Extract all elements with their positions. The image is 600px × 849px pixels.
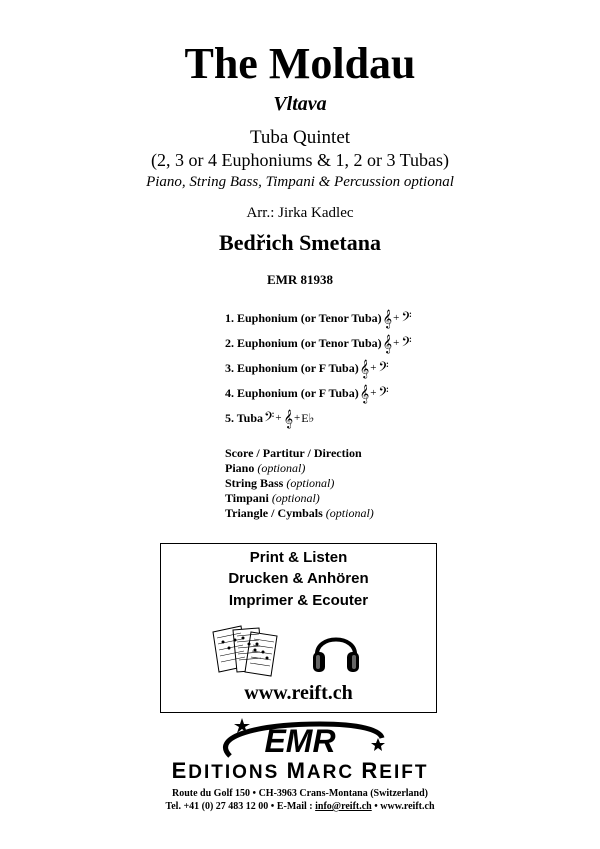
extra-part — [225, 461, 525, 476]
page-title: The Moldau — [184, 39, 416, 88]
additional-parts — [225, 446, 525, 521]
extra-part-note: (optional) — [257, 461, 306, 475]
sheet-music-icon — [211, 622, 283, 678]
publisher-name: EDITIONS MARC REIFT — [171, 758, 429, 783]
subtitle: Vltava — [273, 93, 327, 115]
contact-email[interactable]: info@reift.ch — [315, 801, 372, 812]
plus-icon: + — [393, 312, 400, 324]
treble-clef-icon: 𝄞 — [382, 334, 393, 353]
treble-clef-icon: 𝄞 — [283, 409, 294, 428]
plus-icon: + — [275, 412, 282, 424]
score-label: Score / Partitur / Direction — [225, 446, 362, 460]
extra-part-note: (optional) — [271, 491, 320, 505]
emr-logo — [150, 716, 450, 762]
bass-clef-icon: 𝄢 — [264, 409, 275, 428]
plus-icon: + — [294, 412, 301, 424]
extra-part-note: (optional) — [325, 506, 374, 520]
part-label: 2. Euphonium (or Tenor Tuba) — [225, 336, 382, 350]
bass-clef-icon: 𝄢 — [401, 334, 412, 353]
headphones-icon — [311, 624, 361, 676]
part-label: 1. Euphonium (or Tenor Tuba) — [225, 311, 382, 325]
print-listen-box — [160, 543, 437, 713]
website-link[interactable]: www.reift.ch — [244, 682, 353, 704]
instrumentation: Tuba Quintet — [249, 127, 351, 148]
parts-list — [225, 306, 525, 431]
print-listen-en: Print & Listen — [249, 549, 348, 566]
extra-part — [225, 491, 525, 506]
bass-clef-icon: 𝄢 — [378, 359, 389, 378]
part-label: 4. Euphonium (or F Tuba) — [225, 386, 359, 400]
part-label: 3. Euphonium (or F Tuba) — [225, 361, 359, 375]
treble-clef-icon: 𝄞 — [359, 359, 370, 378]
treble-clef-icon: 𝄞 — [382, 309, 393, 328]
plus-icon: + — [370, 362, 377, 374]
extra-part-name: String Bass — [225, 476, 284, 490]
instrumentation-detail: (2, 3 or 4 Euphoniums & 1, 2 or 3 Tubas) — [150, 150, 449, 170]
part-item — [225, 356, 525, 381]
contact-phone: Tel. +41 (0) 27 483 12 00 • E-Mail : — [165, 801, 316, 812]
extra-part-name: Timpani — [225, 491, 269, 505]
treble-clef-icon: 𝄞 — [359, 384, 370, 403]
part-item — [225, 306, 525, 331]
logo-text: EMR — [264, 723, 336, 759]
publisher-address: Route du Golf 150 • CH-3963 Crans-Montana (Switzerland) — [172, 788, 428, 799]
contact-web[interactable]: • www.reift.ch — [371, 801, 435, 812]
part-item — [225, 331, 525, 356]
plus-icon: + — [370, 387, 377, 399]
print-listen-fr: Imprimer & Ecouter — [228, 592, 369, 609]
bass-clef-icon: 𝄢 — [401, 309, 412, 328]
extra-part-name: Piano — [225, 461, 255, 475]
part-label: 5. Tuba — [225, 411, 264, 425]
part-item — [225, 381, 525, 406]
catalog-number: EMR 81938 — [266, 272, 334, 287]
extra-part-note: (optional) — [286, 476, 335, 490]
print-listen-de: Drucken & Anhören — [228, 570, 369, 587]
bass-clef-icon: 𝄢 — [378, 384, 389, 403]
publisher-contact — [0, 800, 600, 813]
arranger: Arr.: Jirka Kadlec — [246, 205, 354, 221]
composer: Bedřich Smetana — [219, 230, 381, 255]
optional-instruments-note: Piano, String Bass, Timpani & Percussion optional — [146, 174, 454, 190]
plus-icon: + — [393, 337, 400, 349]
extra-part — [225, 476, 525, 491]
extra-part-name: Triangle / Cymbals — [225, 506, 323, 520]
extra-part — [225, 506, 525, 521]
part-item — [225, 406, 525, 431]
eb-label: E♭ — [301, 411, 315, 425]
